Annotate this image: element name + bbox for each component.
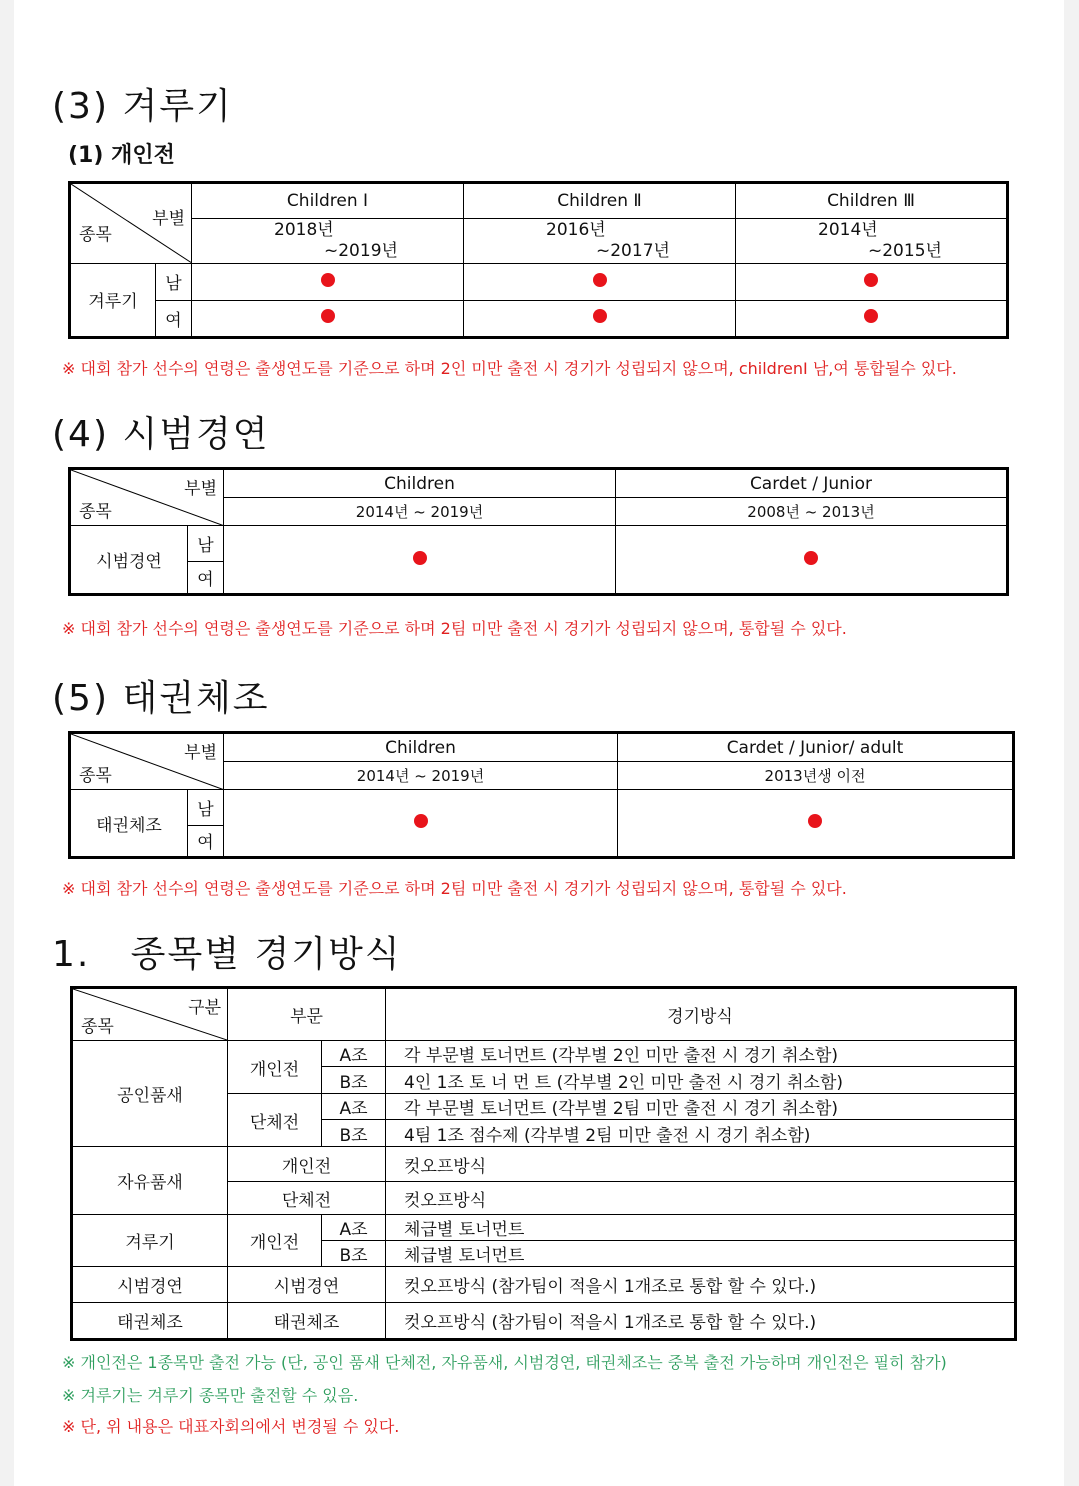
- method-cell: 컷오프방식 (참가팀이 적을시 1개조로 통합 할 수 있다.): [386, 1303, 1016, 1340]
- col-header-cadet-junior: Cardet / Junior: [616, 469, 1008, 498]
- table1-corner: [70, 183, 192, 264]
- entry-cell: [192, 300, 464, 337]
- method-cell: 각 부문별 토너먼트 (각부별 2인 미만 출전 시 경기 취소함): [386, 1041, 1016, 1067]
- section-3-subtitle: (1) 개인전: [68, 143, 175, 168]
- division-team: 단체전: [228, 1182, 386, 1215]
- year-range: 2008년 ~ 2013년: [616, 498, 1008, 526]
- group-label: A조: [322, 1215, 386, 1241]
- group-label: A조: [322, 1094, 386, 1120]
- group-label: B조: [322, 1067, 386, 1094]
- corner-top-label: 부별: [152, 209, 185, 229]
- section-4-title: (4) 시범경연: [52, 414, 270, 455]
- year-cell: [192, 219, 464, 263]
- table2-corner: [70, 469, 224, 526]
- table1-note: ※ 대회 참가 선수의 연령은 출생연도를 기준으로 하며 2인 미만 출전 시 경기가 성립되지 않으며, childrenⅠ 남,여 통합될수 있다.: [62, 359, 957, 378]
- entry-cell: [616, 526, 1008, 595]
- female-label: 여: [188, 561, 224, 594]
- method-cell: 컷오프방식: [386, 1147, 1016, 1182]
- year-start: 2018년: [274, 219, 334, 240]
- division-individual: 개인전: [228, 1147, 386, 1182]
- year-end: ~2017년: [596, 240, 670, 261]
- division-individual: 개인전: [228, 1215, 322, 1267]
- event-aerobic: 태권체조: [72, 1303, 228, 1340]
- event-free-poomsae: 자유품새: [72, 1147, 228, 1215]
- year-range: 2014년 ~ 2019년: [224, 498, 616, 526]
- entry-dot: [414, 814, 428, 828]
- corner-top-label: 부별: [184, 479, 217, 499]
- entry-cell: [736, 300, 1008, 337]
- table4-corner: [72, 988, 228, 1041]
- aerobic-age-table: [68, 731, 1015, 859]
- method-cell: 체급별 토너먼트: [386, 1241, 1016, 1267]
- col-header-children-3: Children Ⅲ: [736, 183, 1008, 219]
- event-label: 태권체조: [70, 790, 188, 858]
- col-header-children-2: Children Ⅱ: [464, 183, 736, 219]
- section-5-title: (5) 태권체조: [52, 678, 270, 719]
- corner-top-label: 부별: [184, 743, 217, 763]
- section-6-title: 1. 종목별 경기방식: [52, 934, 402, 975]
- division-individual: 개인전: [228, 1041, 322, 1094]
- header-method: 경기방식: [386, 988, 1016, 1041]
- entry-dot: [413, 551, 427, 565]
- col-header-children: Children: [224, 733, 618, 762]
- entry-cell: [464, 263, 736, 300]
- entry-cell: [736, 263, 1008, 300]
- competition-method-table: [70, 986, 1017, 1341]
- entry-cell: [224, 790, 618, 858]
- method-cell: 4팀 1조 점수제 (각부별 2팀 미만 출전 시 경기 취소함): [386, 1120, 1016, 1147]
- year-end: ~2019년: [324, 240, 398, 261]
- col-header-children-1: Children Ⅰ: [192, 183, 464, 219]
- corner-bottom-label: 종목: [79, 766, 112, 787]
- corner-bottom-label: 종목: [79, 224, 112, 245]
- entry-cell: [618, 790, 1014, 858]
- entry-dot: [321, 309, 335, 323]
- entry-cell: [464, 300, 736, 337]
- corner-bottom-label: 종목: [79, 502, 112, 523]
- entry-cell: [192, 263, 464, 300]
- corner-top-label: 구분: [188, 998, 221, 1018]
- group-label: B조: [322, 1120, 386, 1147]
- division-demo: 시범경연: [228, 1267, 386, 1303]
- method-cell: 컷오프방식 (참가팀이 적을시 1개조로 통합 할 수 있다.): [386, 1267, 1016, 1303]
- event-sparring: 겨루기: [72, 1215, 228, 1267]
- sparring-age-table: [68, 181, 1009, 339]
- group-label: B조: [322, 1241, 386, 1267]
- year-start: 2014년: [818, 219, 878, 240]
- male-label: 남: [188, 526, 224, 561]
- entry-dot: [864, 273, 878, 287]
- female-label: 여: [156, 300, 192, 337]
- footnote-change: ※ 단, 위 내용은 대표자회의에서 변경될 수 있다.: [62, 1417, 400, 1436]
- entry-dot: [593, 273, 607, 287]
- col-header-children: Children: [224, 469, 616, 498]
- method-cell: 컷오프방식: [386, 1182, 1016, 1215]
- year-end: ~2015년: [868, 240, 942, 261]
- female-label: 여: [188, 825, 224, 857]
- entry-dot: [593, 309, 607, 323]
- male-label: 남: [156, 263, 192, 300]
- footnote-green: ※ 개인전은 1종목만 출전 가능 (단, 공인 품새 단체전, 자유품새, 시범경연, 태권체조는 중복 출전 가능하며 개인전은 필히 참가): [62, 1353, 947, 1372]
- year-range: 2014년 ~ 2019년: [224, 762, 618, 790]
- table3-note: ※ 대회 참가 선수의 연령은 출생연도를 기준으로 하며 2팀 미만 출전 시 경기가 성립되지 않으며, 통합될 수 있다.: [62, 879, 847, 898]
- entry-dot: [864, 309, 878, 323]
- entry-cell: [224, 526, 616, 595]
- division-aerobic: 태권체조: [228, 1303, 386, 1340]
- entry-dot: [808, 814, 822, 828]
- year-cell: [464, 219, 736, 263]
- event-label: 겨루기: [70, 263, 156, 338]
- group-label: A조: [322, 1041, 386, 1067]
- table3-corner: [70, 733, 224, 790]
- corner-bottom-label: 종목: [81, 1017, 114, 1037]
- method-cell: 4인 1조 토 너 먼 트 (각부별 2인 미만 출전 시 경기 취소함): [386, 1067, 1016, 1094]
- col-header-cadet-junior-adult: Cardet / Junior/ adult: [618, 733, 1014, 762]
- event-gongin-poomsae: 공인품새: [72, 1041, 228, 1147]
- event-demo: 시범경연: [72, 1267, 228, 1303]
- entry-dot: [804, 551, 818, 565]
- division-team: 단체전: [228, 1094, 322, 1147]
- method-cell: 각 부문별 토너먼트 (각부별 2팀 미만 출전 시 경기 취소함): [386, 1094, 1016, 1120]
- event-label: 시범경연: [70, 526, 188, 595]
- header-division: 부문: [228, 988, 386, 1041]
- entry-dot: [321, 273, 335, 287]
- male-label: 남: [188, 790, 224, 825]
- demo-age-table: [68, 467, 1009, 596]
- year-start: 2016년: [546, 219, 606, 240]
- section-3-title: (3) 겨루기: [52, 86, 233, 127]
- year-range: 2013년생 이전: [618, 762, 1014, 790]
- table2-note: ※ 대회 참가 선수의 연령은 출생연도를 기준으로 하며 2팀 미만 출전 시 경기가 성립되지 않으며, 통합될 수 있다.: [62, 619, 847, 638]
- year-cell: [736, 219, 1008, 263]
- method-cell: 체급별 토너먼트: [386, 1215, 1016, 1241]
- footnote-sparring: ※ 겨루기는 겨루기 종목만 출전할 수 있음.: [62, 1386, 359, 1405]
